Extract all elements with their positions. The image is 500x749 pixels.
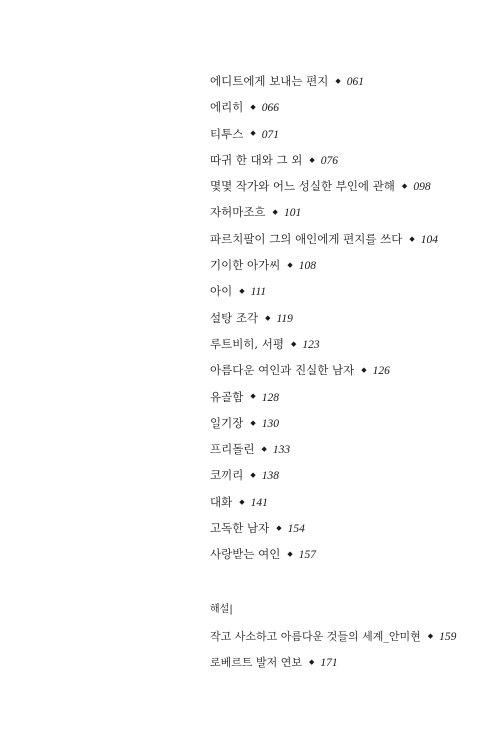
toc-entry — [210, 121, 490, 147]
bullet-icon: ◆ — [261, 445, 267, 453]
toc-entry-title: 따귀 한 대와 그 외 — [210, 152, 303, 167]
bullet-icon: ◆ — [250, 471, 256, 480]
toc-entry-title: 프리돌린 — [210, 442, 255, 457]
toc-entry — [210, 410, 490, 436]
toc-entry — [210, 226, 490, 252]
appendix-entry — [210, 650, 490, 676]
toc-entry-title: 코끼리 — [210, 468, 244, 483]
bullet-icon: ◆ — [250, 103, 256, 112]
toc-entry-title: 아름다운 여인과 진실한 남자 — [210, 363, 355, 378]
bullet-icon: ◆ — [276, 523, 282, 532]
toc-entry-page: 061 — [346, 76, 365, 88]
toc-entry — [210, 515, 490, 541]
toc-entry-title: 일기장 — [210, 415, 244, 430]
toc-entry-page: 076 — [320, 154, 339, 167]
toc-entry-page: 071 — [261, 128, 279, 141]
toc-entry — [210, 173, 490, 199]
bullet-icon: ◆ — [309, 658, 315, 666]
appendix-label: 해설| — [210, 604, 233, 615]
toc-entry-page: 133 — [272, 444, 291, 457]
bullet-icon: ◆ — [361, 366, 367, 375]
toc-entry — [210, 489, 490, 515]
toc-entry-page: 126 — [372, 365, 390, 378]
toc-entry-title: 에디트에게 보내는 편지 — [210, 74, 329, 88]
toc-entry-page: 130 — [261, 417, 279, 430]
appendix-entry-title: 작고 사소하고 아름다운 것들의 세계_안미현 — [210, 630, 421, 643]
toc-entry — [210, 357, 490, 383]
toc-entry — [210, 68, 490, 94]
toc-entry-title: 파르치팔이 그의 애인에게 편지를 쓰다 — [210, 231, 403, 246]
toc-entry — [210, 199, 490, 225]
toc-entry-page: 138 — [261, 470, 279, 483]
toc-entry-title: 에리히 — [210, 100, 244, 115]
bullet-icon: ◆ — [335, 76, 341, 85]
toc-entry-title: 대화 — [210, 494, 233, 509]
toc-entry — [210, 252, 490, 278]
appendix-entry-page: 159 — [439, 631, 457, 643]
toc-entry-page: 108 — [298, 260, 316, 273]
bullet-icon: ◆ — [290, 339, 297, 348]
bullet-icon: ◆ — [401, 182, 408, 191]
toc-entry — [210, 462, 490, 488]
toc-entry-page: 154 — [287, 523, 305, 536]
bullet-icon: ◆ — [309, 155, 315, 164]
toc-entry-page: 101 — [283, 207, 302, 220]
toc-entry — [210, 147, 490, 173]
toc-entry-title: 몇몇 작가와 어느 성실한 부인에 관해 — [210, 179, 395, 194]
toc-entry-page: 123 — [302, 338, 320, 351]
toc-entry-title: 티투스 — [210, 126, 244, 141]
bullet-icon: ◆ — [265, 313, 271, 322]
toc-entry-title: 설탕 조각 — [210, 310, 259, 325]
toc-entry-page: 104 — [420, 233, 439, 246]
toc-entry — [210, 384, 490, 410]
toc-entry-title: 유골함 — [210, 389, 244, 404]
appendix-section — [210, 600, 490, 676]
toc-entry-title: 루트비히, 서평 — [210, 336, 284, 351]
appendix-entry-title: 로베르트 발저 연보 — [210, 656, 303, 669]
toc-entry-title: 자허마조흐 — [210, 205, 266, 220]
bullet-icon: ◆ — [409, 234, 415, 243]
toc-entry-page: 157 — [298, 549, 316, 562]
toc-entry-page: 111 — [250, 286, 267, 299]
toc-entry-title: 기이한 아가씨 — [210, 258, 281, 273]
toc-entry-title: 고독한 남자 — [210, 521, 270, 536]
toc-entry-page: 141 — [250, 496, 268, 509]
bullet-icon: ◆ — [250, 418, 256, 427]
bullet-icon: ◆ — [427, 632, 434, 640]
appendix-entry-page: 171 — [320, 657, 338, 669]
bullet-icon: ◆ — [287, 550, 293, 559]
bullet-icon: ◆ — [239, 497, 245, 506]
toc-entry — [210, 331, 490, 357]
toc-entry-page: 119 — [276, 312, 293, 325]
table-of-contents — [210, 68, 490, 568]
toc-entry — [210, 278, 490, 304]
bullet-icon: ◆ — [250, 392, 256, 401]
bullet-icon: ◆ — [272, 208, 278, 217]
bullet-icon: ◆ — [287, 260, 293, 269]
toc-entry-title: 사랑받는 여인 — [210, 547, 281, 562]
toc-entry — [210, 305, 490, 331]
toc-entry — [210, 541, 490, 567]
bullet-icon: ◆ — [250, 129, 256, 138]
toc-entry-page: 066 — [261, 102, 279, 115]
toc-entry-page: 128 — [261, 391, 279, 404]
bullet-icon: ◆ — [239, 287, 245, 296]
appendix-entry — [210, 624, 490, 650]
toc-entry — [210, 94, 490, 120]
toc-entry — [210, 436, 490, 462]
toc-entry-page: 098 — [413, 181, 431, 194]
toc-entry-title: 아이 — [210, 284, 233, 299]
